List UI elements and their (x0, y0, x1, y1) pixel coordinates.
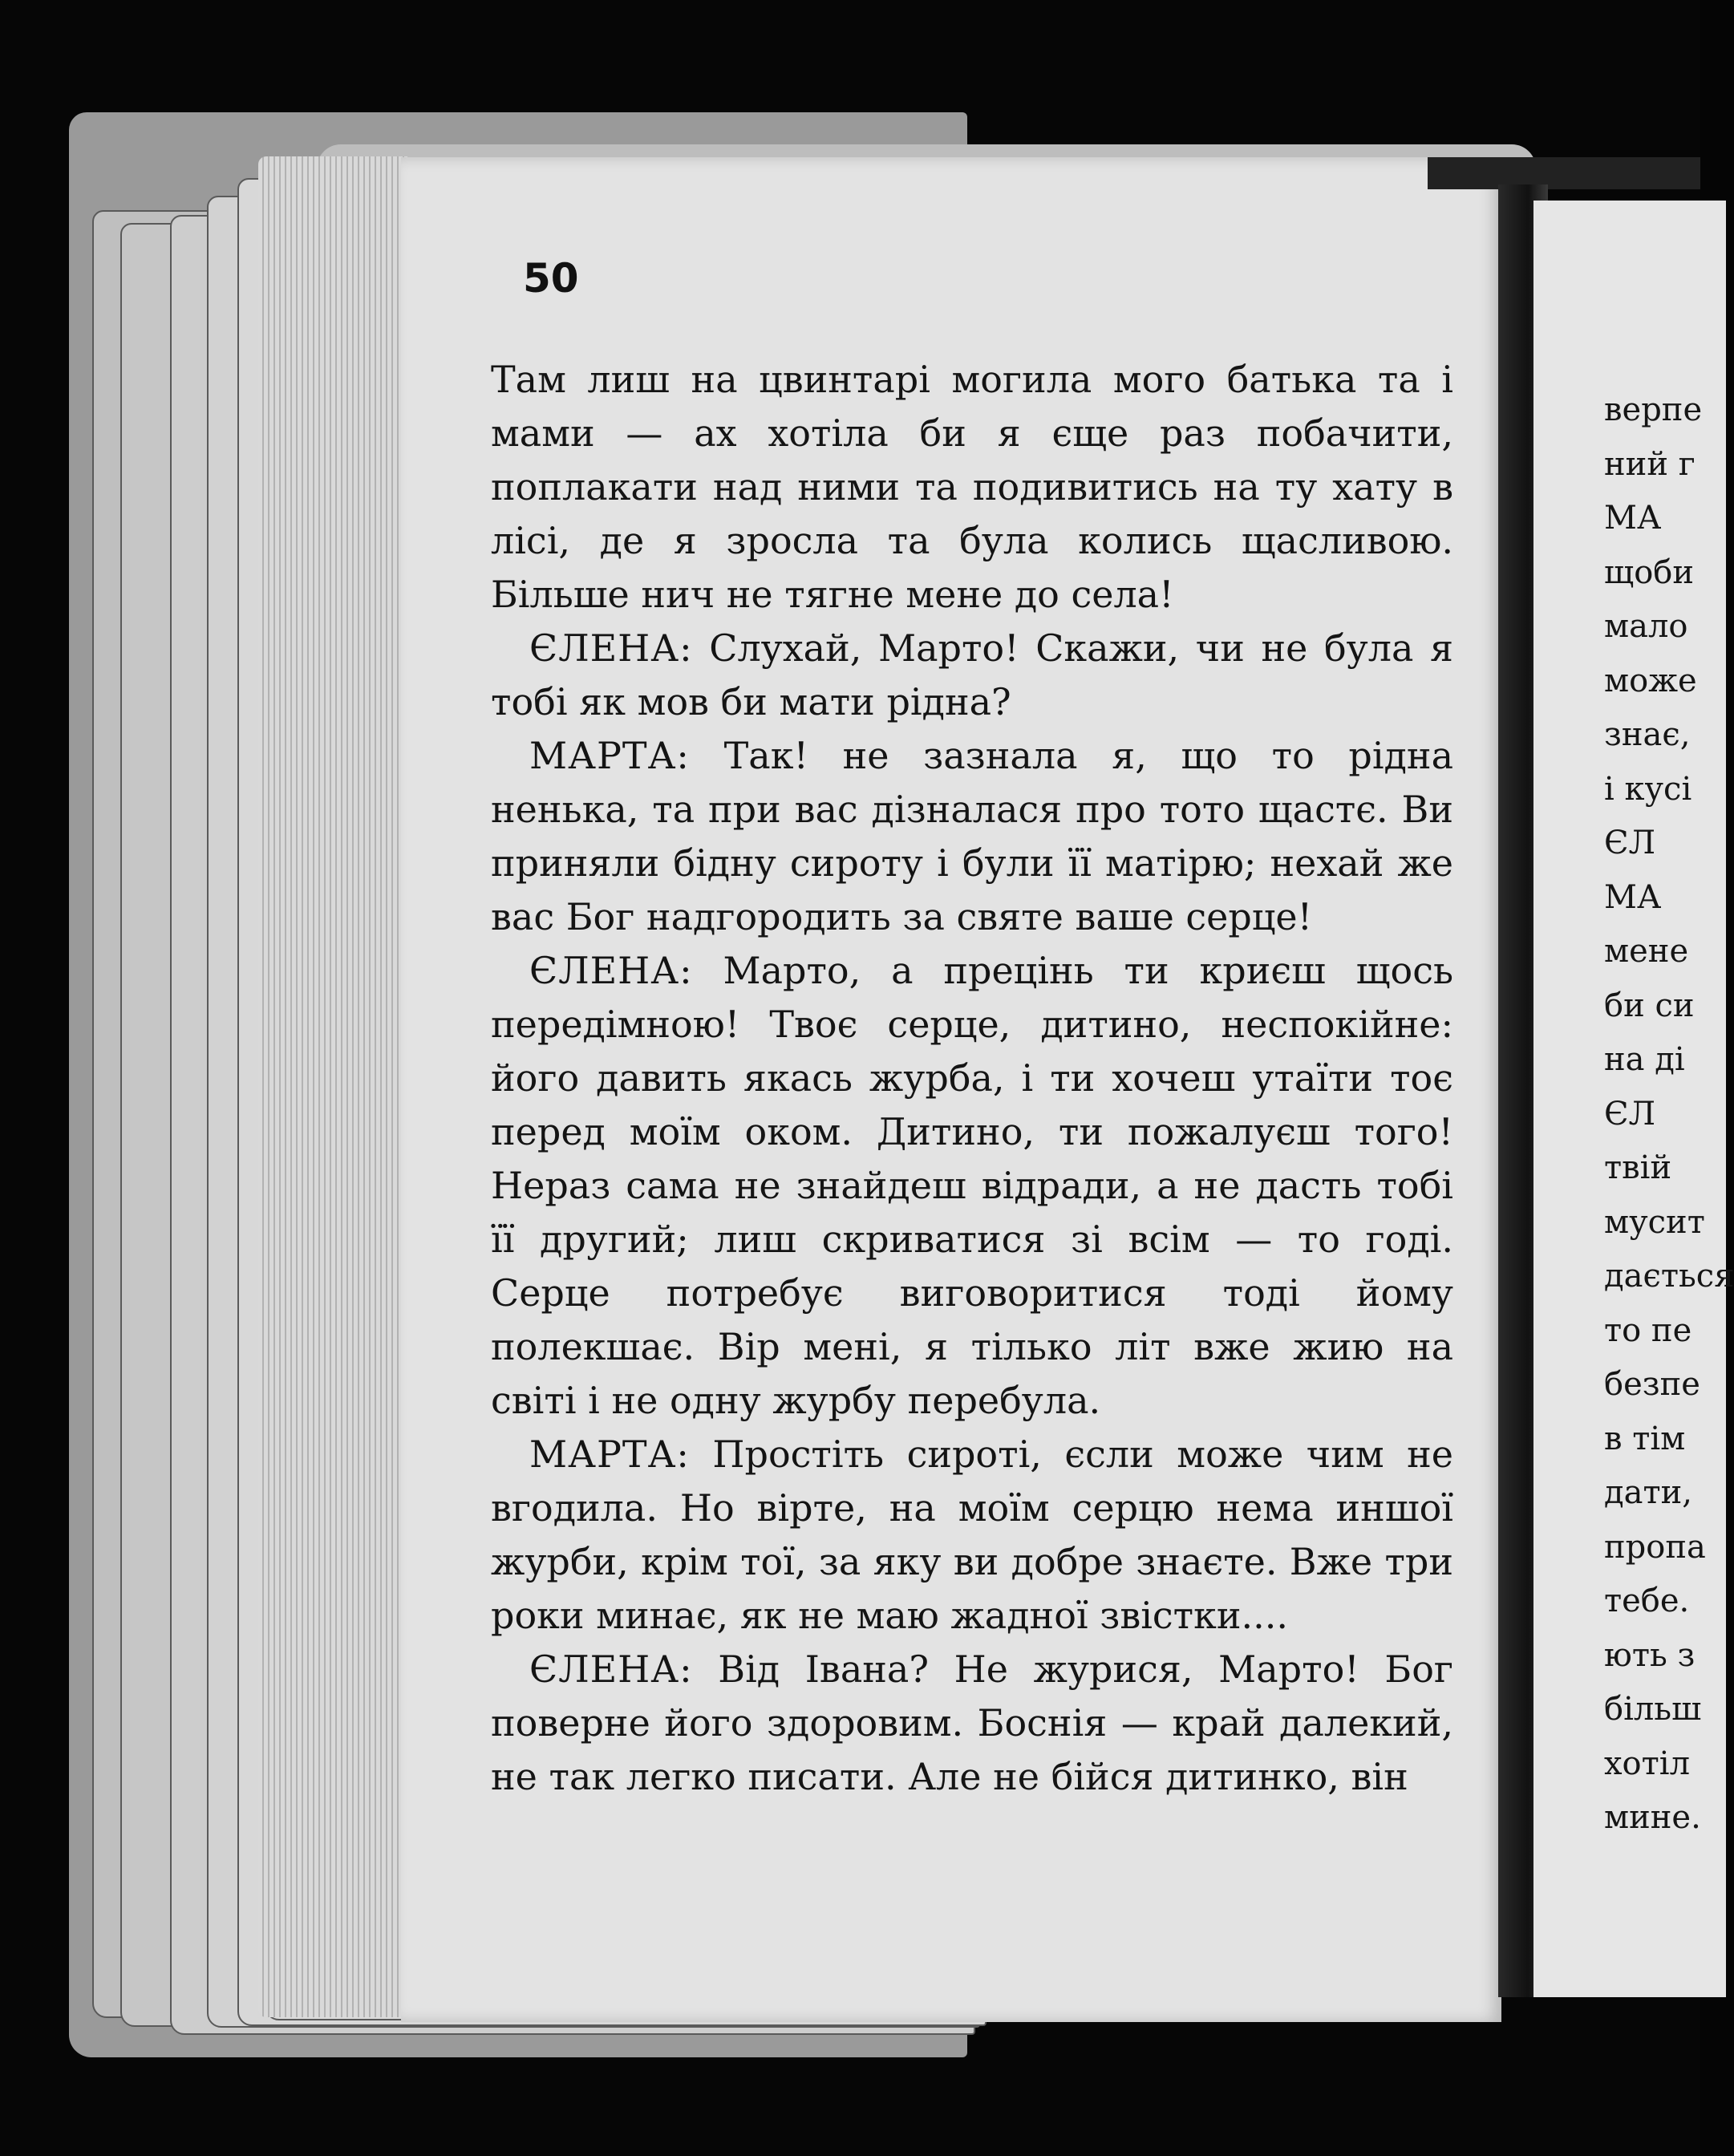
right-line: в тім (1604, 1420, 1686, 1457)
right-line: на ді (1604, 1041, 1685, 1078)
right-line: ЄЛ (1604, 1095, 1655, 1133)
paragraph (491, 944, 1453, 1428)
right-line: тебе. (1604, 1583, 1690, 1619)
right-line: мусит (1604, 1203, 1705, 1241)
right-line: щоби (1604, 553, 1695, 591)
right-line: пропа (1604, 1528, 1706, 1566)
right-line: твій (1604, 1149, 1672, 1186)
right-line: і кусі (1604, 770, 1692, 808)
right-line: мало (1604, 608, 1688, 645)
right-line: ЄЛ (1604, 825, 1655, 861)
speaker-name: ЄЛЕНА: (529, 1647, 693, 1691)
right-line: ють з (1604, 1636, 1696, 1674)
page-text (491, 353, 1453, 1804)
right-line: більш (1604, 1691, 1702, 1728)
right-line: МА (1604, 878, 1662, 916)
speaker-name: ЄЛЕНА: (529, 626, 693, 670)
right-line: мине. (1604, 1799, 1701, 1836)
right-line: знає, (1604, 716, 1691, 753)
right-line: дається (1604, 1258, 1734, 1295)
paragraph-text: Марто, а прецінь ти криєш щось передімною! Твоє серце, дитино, неспокійне: його давить якась журба, і ти хочеш утаїти тоє перед моїм оком. Дитино, ти пожалуєш того! Нераз сама не знайдеш відради, а не дасть тобі її другий; лиш скриватися зі всім — то годі. Серце потребує виговоритися тоді йому полекшає. Вір мені, я тілько літ вже жию на світі і не одну журбу перебула. (491, 949, 1453, 1422)
right-line: хотіл (1604, 1745, 1690, 1782)
speaker-name: ЄЛЕНА: (529, 949, 693, 992)
paragraph-text: Слухай, Марто! Скажи, чи не була я тобі як мов би мати рідна? (491, 626, 1454, 723)
right-line: може (1604, 662, 1697, 699)
right-line: то пе (1604, 1311, 1692, 1349)
paragraph-text: Від Івана? Не журися, Марто! Бог поверне його здоровим. Боснія — край далекий, не так легко писати. Але не бійся дитинко, він (491, 1647, 1454, 1798)
page-stack (258, 156, 407, 2017)
right-page-text (1604, 383, 1732, 1846)
paragraph (491, 729, 1453, 944)
paragraph-text: Простіть сироті, єсли може чим не вгодила. Но вірте, на моїм серцю нема иншої журби, крім тої, за яку ви добре знаєте. Вже три роки минає, як не маю жадної звістки.... (491, 1433, 1454, 1637)
right-line: безпе (1604, 1366, 1700, 1403)
binding-shadow (1428, 157, 1700, 189)
right-line: мене (1604, 933, 1689, 970)
paragraph (491, 622, 1453, 729)
paragraph (491, 1643, 1453, 1804)
paragraph-text: Так! не зазнала я, що то рідна ненька, та при вас дізналася про тото щастє. Ви приняли бідну сироту і були її матірю; нехай же вас Бог надгородить за святе ваше серце! (491, 734, 1454, 938)
page-number: 50 (523, 255, 579, 302)
speaker-name: МАРТА: (529, 734, 690, 777)
right-line: МА (1604, 500, 1662, 537)
right-line: дати, (1604, 1474, 1692, 1511)
paragraph (491, 1428, 1453, 1643)
paragraph-text: Там лиш на цвинтарі могила мого батька та і мами — ах хотіла би я єще раз побачити, поплакати над ними та подивитись на ту хату в лісі, де я зросла та була колись щасливою. Більше нич не тягне мене до села! (491, 358, 1453, 616)
right-line: верпе (1604, 391, 1703, 428)
right-line: ний г (1604, 445, 1696, 483)
speaker-name: МАРТА: (529, 1433, 690, 1476)
paragraph (491, 353, 1453, 622)
right-line: би си (1604, 987, 1695, 1024)
